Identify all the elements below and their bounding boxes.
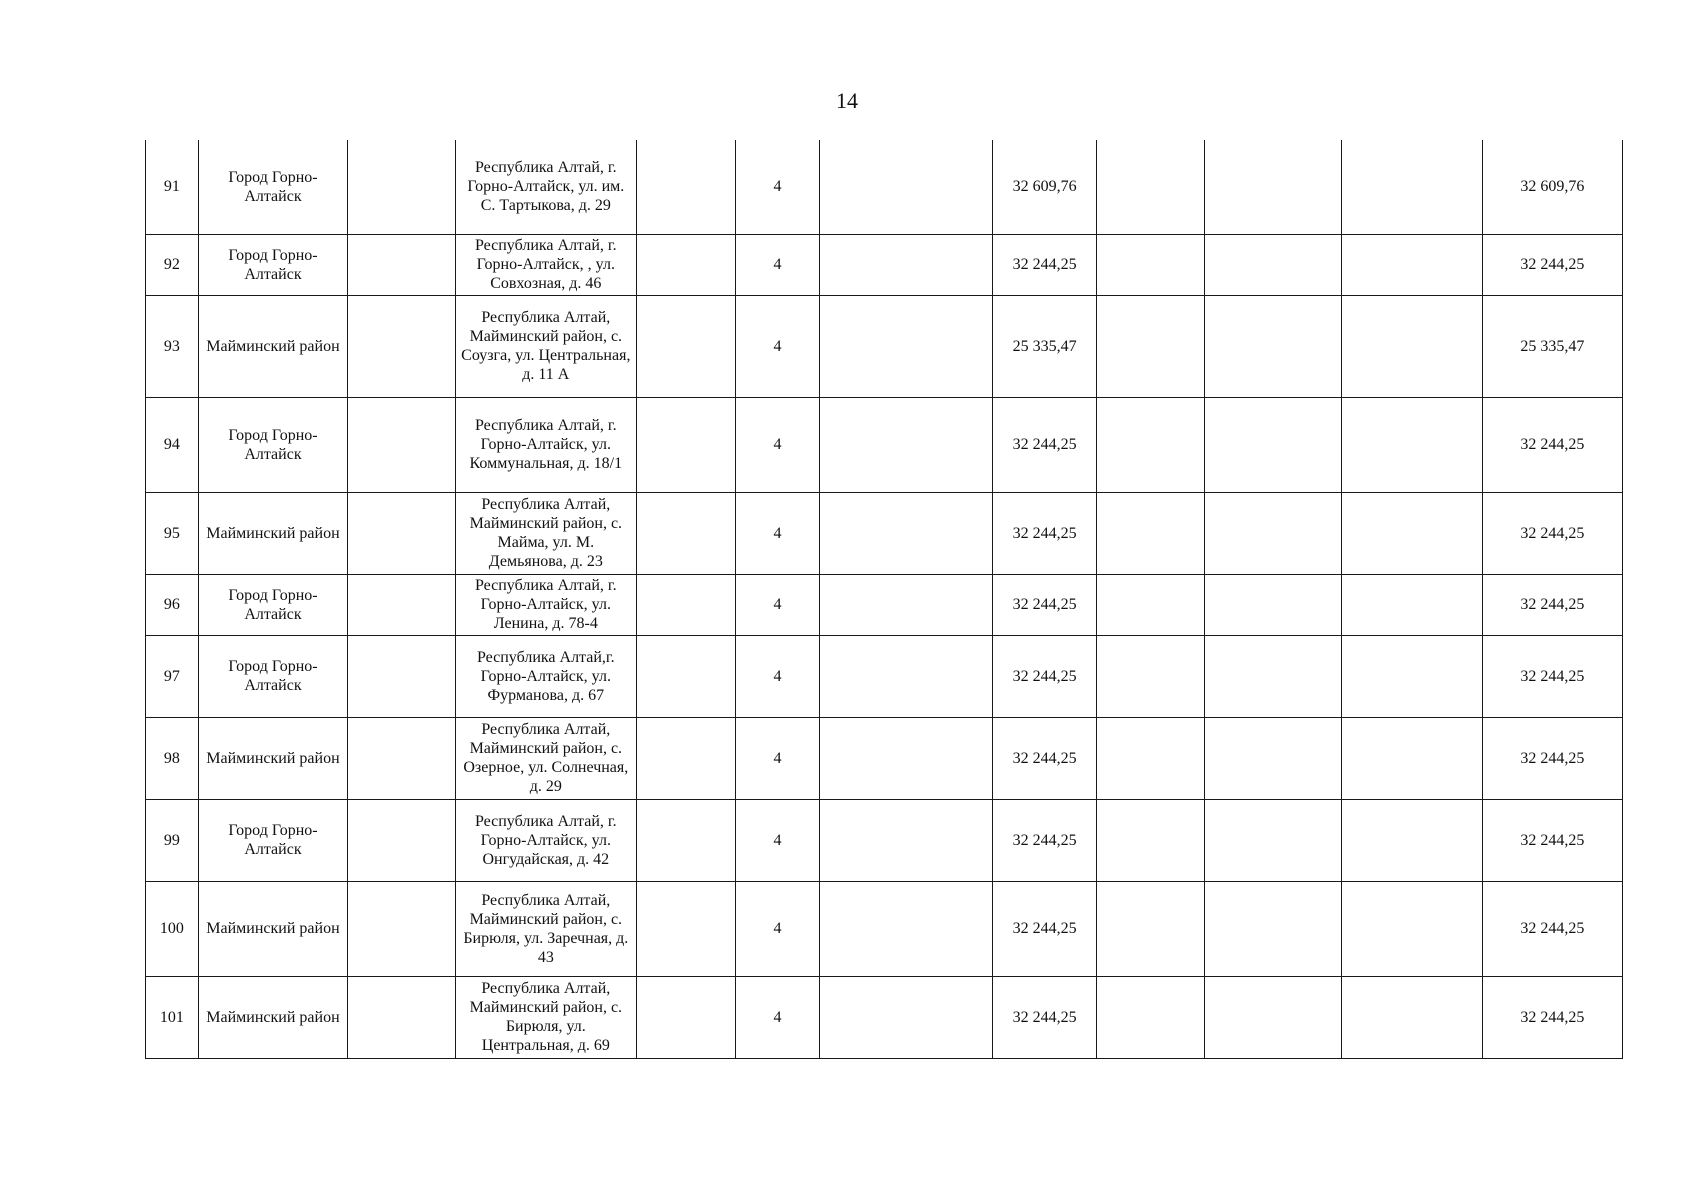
amount-cell: 32 244,25 [992, 635, 1096, 717]
empty-cell [1097, 492, 1204, 574]
empty-cell [636, 574, 735, 635]
row-number: 100 [146, 881, 199, 976]
empty-cell [1341, 717, 1482, 799]
empty-cell [1341, 140, 1482, 234]
empty-cell [1097, 397, 1204, 492]
amount-cell: 25 335,47 [992, 295, 1096, 397]
amount-cell: 32 244,25 [992, 234, 1096, 295]
empty-cell [636, 295, 735, 397]
empty-cell [348, 574, 455, 635]
amount-cell: 32 244,25 [992, 976, 1096, 1058]
address-cell: Республика Алтай, г. Горно-Алтайск, , ул. Совхозная, д. 46 [455, 234, 636, 295]
empty-cell [1097, 635, 1204, 717]
municipality-cell: Майминский район [198, 976, 348, 1058]
row-number: 99 [146, 799, 199, 881]
empty-cell [1204, 976, 1341, 1058]
total-cell: 32 244,25 [1482, 234, 1622, 295]
address-cell: Республика Алтай, г. Горно-Алтайск, ул. Ленина, д. 78-4 [455, 574, 636, 635]
municipality-cell: Город Горно-Алтайск [198, 574, 348, 635]
total-cell: 32 244,25 [1482, 492, 1622, 574]
empty-cell [1204, 397, 1341, 492]
empty-cell [1097, 234, 1204, 295]
address-cell: Республика Алтай, г. Горно-Алтайск, ул. Коммунальная, д. 18/1 [455, 397, 636, 492]
address-cell: Республика Алтай, Майминский район, с. Майма, ул. М. Демьянова, д. 23 [455, 492, 636, 574]
empty-cell [636, 140, 735, 234]
address-cell: Республика Алтай, г. Горно-Алтайск, ул. Онгудайская, д. 42 [455, 799, 636, 881]
empty-cell [636, 397, 735, 492]
total-cell: 32 609,76 [1482, 140, 1622, 234]
empty-cell [636, 234, 735, 295]
empty-cell [820, 799, 993, 881]
empty-cell [820, 492, 993, 574]
municipality-cell: Город Горно-Алтайск [198, 635, 348, 717]
empty-cell [1341, 295, 1482, 397]
count-cell: 4 [735, 799, 819, 881]
amount-cell: 32 244,25 [992, 717, 1096, 799]
count-cell: 4 [735, 140, 819, 234]
empty-cell [1204, 881, 1341, 976]
empty-cell [1204, 492, 1341, 574]
empty-cell [1341, 881, 1482, 976]
amount-cell: 32 244,25 [992, 492, 1096, 574]
empty-cell [1204, 295, 1341, 397]
total-cell: 32 244,25 [1482, 881, 1622, 976]
table-row [146, 234, 1623, 295]
page-number: 14 [836, 88, 858, 113]
empty-cell [1341, 492, 1482, 574]
count-cell: 4 [735, 234, 819, 295]
empty-cell [1204, 574, 1341, 635]
empty-cell [1097, 295, 1204, 397]
table-row [146, 881, 1623, 976]
municipality-cell: Майминский район [198, 492, 348, 574]
address-cell: Республика Алтай, г. Горно-Алтайск, ул. им. С. Тартыкова, д. 29 [455, 140, 636, 234]
table-row [146, 397, 1623, 492]
total-cell: 32 244,25 [1482, 397, 1622, 492]
empty-cell [820, 295, 993, 397]
count-cell: 4 [735, 976, 819, 1058]
municipality-cell: Майминский район [198, 295, 348, 397]
empty-cell [1341, 574, 1482, 635]
empty-cell [636, 492, 735, 574]
empty-cell [348, 234, 455, 295]
empty-cell [820, 397, 993, 492]
table-row [146, 574, 1623, 635]
empty-cell [348, 140, 455, 234]
row-number: 97 [146, 635, 199, 717]
total-cell: 25 335,47 [1482, 295, 1622, 397]
empty-cell [1341, 799, 1482, 881]
address-cell: Республика Алтай,г. Горно-Алтайск, ул. Фурманова, д. 67 [455, 635, 636, 717]
empty-cell [1097, 140, 1204, 234]
empty-cell [1097, 717, 1204, 799]
empty-cell [348, 295, 455, 397]
empty-cell [1204, 635, 1341, 717]
empty-cell [1341, 234, 1482, 295]
table-row [146, 492, 1623, 574]
table-row [146, 799, 1623, 881]
address-cell: Республика Алтай, Майминский район, с. Бирюля, ул. Центральная, д. 69 [455, 976, 636, 1058]
empty-cell [636, 799, 735, 881]
table-row [146, 635, 1623, 717]
empty-cell [348, 492, 455, 574]
row-number: 101 [146, 976, 199, 1058]
count-cell: 4 [735, 635, 819, 717]
address-cell: Республика Алтай, Майминский район, с. Озерное, ул. Солнечная, д. 29 [455, 717, 636, 799]
empty-cell [636, 976, 735, 1058]
row-number: 98 [146, 717, 199, 799]
empty-cell [348, 881, 455, 976]
amount-cell: 32 244,25 [992, 881, 1096, 976]
empty-cell [820, 881, 993, 976]
empty-cell [1204, 799, 1341, 881]
empty-cell [820, 234, 993, 295]
empty-cell [820, 717, 993, 799]
empty-cell [1341, 976, 1482, 1058]
total-cell: 32 244,25 [1482, 635, 1622, 717]
property-table [145, 140, 1623, 1059]
table-row [146, 976, 1623, 1058]
empty-cell [820, 635, 993, 717]
row-number: 92 [146, 234, 199, 295]
count-cell: 4 [735, 574, 819, 635]
address-cell: Республика Алтай, Майминский район, с. Соузга, ул. Центральная, д. 11 А [455, 295, 636, 397]
municipality-cell: Майминский район [198, 717, 348, 799]
row-number: 95 [146, 492, 199, 574]
empty-cell [348, 635, 455, 717]
count-cell: 4 [735, 717, 819, 799]
amount-cell: 32 244,25 [992, 799, 1096, 881]
total-cell: 32 244,25 [1482, 574, 1622, 635]
table-row [146, 717, 1623, 799]
municipality-cell: Город Горно-Алтайск [198, 140, 348, 234]
empty-cell [348, 799, 455, 881]
count-cell: 4 [735, 492, 819, 574]
municipality-cell: Город Горно-Алтайск [198, 799, 348, 881]
count-cell: 4 [735, 397, 819, 492]
amount-cell: 32 244,25 [992, 574, 1096, 635]
empty-cell [636, 635, 735, 717]
empty-cell [820, 140, 993, 234]
address-cell: Республика Алтай, Майминский район, с. Бирюля, ул. Заречная, д. 43 [455, 881, 636, 976]
amount-cell: 32 244,25 [992, 397, 1096, 492]
total-cell: 32 244,25 [1482, 717, 1622, 799]
municipality-cell: Майминский район [198, 881, 348, 976]
empty-cell [348, 397, 455, 492]
empty-cell [636, 717, 735, 799]
row-number: 94 [146, 397, 199, 492]
municipality-cell: Город Горно-Алтайск [198, 397, 348, 492]
empty-cell [1341, 397, 1482, 492]
empty-cell [1204, 717, 1341, 799]
total-cell: 32 244,25 [1482, 799, 1622, 881]
total-cell: 32 244,25 [1482, 976, 1622, 1058]
empty-cell [820, 976, 993, 1058]
empty-cell [1097, 881, 1204, 976]
row-number: 93 [146, 295, 199, 397]
table-row [146, 295, 1623, 397]
empty-cell [1204, 140, 1341, 234]
count-cell: 4 [735, 881, 819, 976]
empty-cell [348, 976, 455, 1058]
empty-cell [636, 881, 735, 976]
amount-cell: 32 609,76 [992, 140, 1096, 234]
table-row [146, 140, 1623, 234]
empty-cell [1097, 976, 1204, 1058]
empty-cell [348, 717, 455, 799]
municipality-cell: Город Горно-Алтайск [198, 234, 348, 295]
empty-cell [1341, 635, 1482, 717]
row-number: 96 [146, 574, 199, 635]
empty-cell [1097, 574, 1204, 635]
empty-cell [820, 574, 993, 635]
empty-cell [1204, 234, 1341, 295]
count-cell: 4 [735, 295, 819, 397]
empty-cell [1097, 799, 1204, 881]
row-number: 91 [146, 140, 199, 234]
